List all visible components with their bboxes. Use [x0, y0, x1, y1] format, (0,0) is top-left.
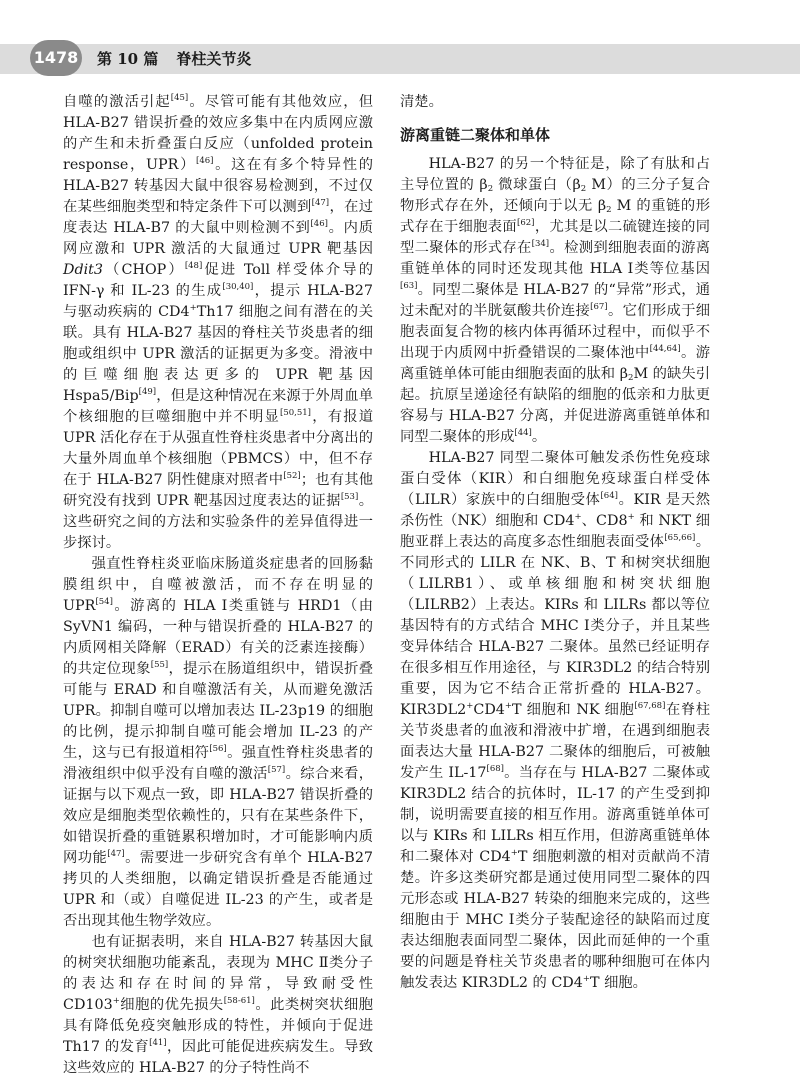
section-heading: 游离重链二聚体和单体 [400, 126, 551, 144]
paragraph-dendritic-cells: 也有证据表明，来自 HLA-B27 转基因大鼠的树突状细胞功能紊乱，表现为 MHC Ⅱ类分子的表达和存在时间的异常，导致耐受性 CD103+细胞的优先损失[58-61]。此类树突状细胞具有降低免疫突触形成的特性，并倾向于促进 Th17 的发育[41]，因此可能促进疾病发生。导致这些效应的 HLA-B27 的分子特性尚不 [63, 934, 374, 1076]
paragraph-upr-activation: 自噬的激活引起[45]。尽管可能有其他效应，但 HLA-B27 错误折叠的效应多集中在内质网应激的产生和未折叠蛋白反应（unfolded protein response，UPR）[46]。这在有多个特异性的 HLA-B27 转基因大鼠中很容易检测到，不过仅在某些细胞类型和特定条件下可以测到[47]，在过度表达 HLA-B7 的大鼠中则检测不到[46]。内质网应激和 UPR 激活的大鼠通过 UPR 靶基因Ddit3（CHOP）[48]促进 Toll 样受体介导的 IFN-γ 和 IL-23 的生成[30,40]，提示 HLA-B27 与驱动疾病的 CD4+Th17 细胞之间有潜在的关联。具有 HLA-B27 基因的脊柱关节炎患者的细胞或组织中 UPR 激活的证据更为多变。滑液中的巨噬细胞表达更多的 UPR 靶基因 Hspa5/Bip[49]，但是这种情况在来源于外周血单个核细胞的巨噬细胞中并不明显[50,51]，有报道 UPR 活化存在于从强直性脊柱炎患者中分离出的大量外周血单个核细胞（PBMCS）中，但不存在于 HLA-B27 阴性健康对照者中[52]；也有其他研究没有找到 UPR 靶基因过度表达的证据[53]。这些研究之间的方法和实验条件的差异值得进一步探讨。 [63, 93, 374, 551]
left-column [63, 92, 373, 1079]
paragraph-autophagy: 强直性脊柱炎亚临床肠道炎症患者的回肠黏膜组织中，自噬被激活，而不存在明显的 UPR[54]。游离的 HLA Ⅰ类重链与 HRD1（由 SyVN1 编码，一种与错误折叠的 HLA-B27 的内质网相关降解（ERAD）有关的泛素连接酶）的共定位现象[55]，提示在肠道组织中，错误折叠可能与 ERAD 和自噬激活有关，从而避免激活 UPR。抑制自噬可以增加表达 IL-23p19 的细胞的比例，提示抑制自噬可能会增加 IL-23 的产生，这与已有报道相符[56]。强直性脊柱炎患者的滑液组织中似乎没有自噬的激活[57]。综合来看，证据与以下观点一致，即 HLA-B27 错误折叠的效应是细胞类型依赖性的，只有在某些条件下，如错误折叠的重链累积增加时，才可能影响内质网功能[47]。需要进一步研究含有单个 HLA-B27 拷贝的人类细胞，以确定错误折叠是否能通过 UPR 和（或）自噬促进 IL-23 的产生，或者是否出现其他生物学效应。 [63, 556, 374, 929]
part-label: 第 10 篇 [97, 50, 159, 68]
right-column [400, 92, 710, 994]
part-title: 脊柱关节炎 [176, 50, 252, 68]
paragraph-free-heavy-chains: HLA-B27 的另一个特征是，除了有肽和占主导位置的 $\beta_2$ 微球蛋白（$\beta_2$ M）的三分子复合物形式存在外，还倾向于以无 $\beta_2$ M 的重链的形式存在于细胞表面[62]，尤其是以二硫键连接的同型二聚体的形式存在[34]。检测到细胞表面的游离重链单体的同时还发现其他 HLA Ⅰ类等位基因[63]。同型二聚体是 HLA-B27 的“异常”形式，通过未配对的半胱氨酸共价连接[67]。它们形成于细胞表面复合物的核内体再循环过程中，而似乎不出现于内质网中折叠错误的二聚体池中[44,64]。游离重链单体可能由细胞表面的肽和 $\beta_2M$ 的缺失引起。抗原呈递途径有缺陷的细胞的低亲和力肽更容易与 HLA-B27 分离，并促进游离重链单体和同型二聚体的形成[44]。 [400, 156, 711, 445]
running-header-title [97, 47, 251, 71]
gene-name: Ddit3 [63, 262, 104, 278]
paragraph-kir-lilr: HLA-B27 同型二聚体可触发杀伤性免疫球蛋白受体（KIR）和白细胞免疫球蛋白样受体（LILR）家族中的白细胞受体[64]。KIR 是天然杀伤性（NK）细胞和 CD4+、CD8+ 和 NKT 细胞亚群上表达的高度多态性细胞表面受体[65,66]。不同形式的 LILR 在 NK、B、T 和树突状细胞（LILRB1）、或单核细胞和树突状细胞（LILRB2）上表达。KIRs 和 LILRs 都以等位基因特有的方式结合 MHC Ⅰ类分子，并且某些变异体结合 HLA-B27 二聚体。虽然已经证明存在很多相互作用途径，与 KIR3DL2 的结合特别重要，因为它不结合正常折叠的 HLA-B27。KIR3DL2+CD4+T 细胞和 NK 细胞[67,68]在脊柱关节炎患者的血液和滑液中扩增，在遇到细胞表面表达大量 HLA-B27 二聚体的细胞后，可被触发产生 IL-17[68]。当存在与 HLA-B27 二聚体或 KIR3DL2 结合的抗体时，IL-17 的产生受到抑制，说明需要直接的相互作用。游离重链单体可以与 KIRs 和 LILRs 相互作用，但游离重链单体和二聚体对 CD4+T 细胞刺激的相对贡献尚不清楚。许多这类研究都是通过使用同型二聚体的四元形态或 HLA-B27 转染的细胞来完成的，这些细胞由于 MHC Ⅰ类分子装配途径的缺陷而过度表达细胞表面同型二聚体，因此而延伸的一个重要的问题是脊柱关节炎患者的哪种细胞可在体内触发表达 KIR3DL2 的 CD4+T 细胞。 [400, 450, 710, 991]
page-number: 1478 [30, 40, 82, 76]
paragraph-continuation: 清楚。 [400, 94, 443, 110]
